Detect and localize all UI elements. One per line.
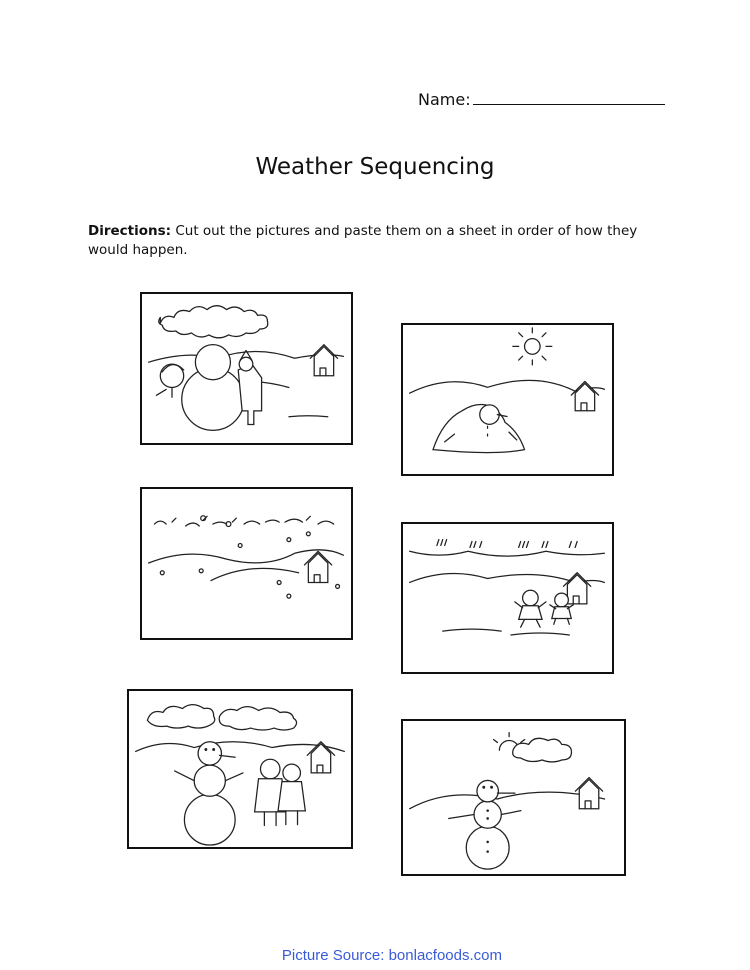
name-field xyxy=(418,90,665,109)
melting-snowman-illustration xyxy=(403,325,612,474)
snowman-sun-illustration xyxy=(403,721,624,874)
picture-card-melting-snowman xyxy=(401,323,614,476)
name-blank-line xyxy=(473,90,665,105)
picture-card-building-snowman xyxy=(140,292,353,445)
playing-in-snow-illustration xyxy=(403,524,612,672)
snowfall-illustration xyxy=(142,489,351,638)
name-label: Name: xyxy=(418,90,471,109)
children-with-snowman-illustration xyxy=(129,691,351,847)
directions-text: Cut out the pictures and paste them on a sheet in order of how they would happen. xyxy=(88,223,638,258)
directions xyxy=(88,222,658,260)
picture-card-snowfall xyxy=(140,487,353,640)
picture-card-playing-in-snow xyxy=(401,522,614,674)
worksheet-title: Weather Sequencing xyxy=(255,154,495,180)
directions-label: Directions: xyxy=(88,223,172,239)
snowman-building-illustration xyxy=(142,294,351,443)
picture-card-children-with-snowman xyxy=(127,689,353,849)
picture-card-snowman-sun xyxy=(401,719,626,876)
picture-source-caption: Picture Source: bonlacfoods.com xyxy=(281,947,502,964)
